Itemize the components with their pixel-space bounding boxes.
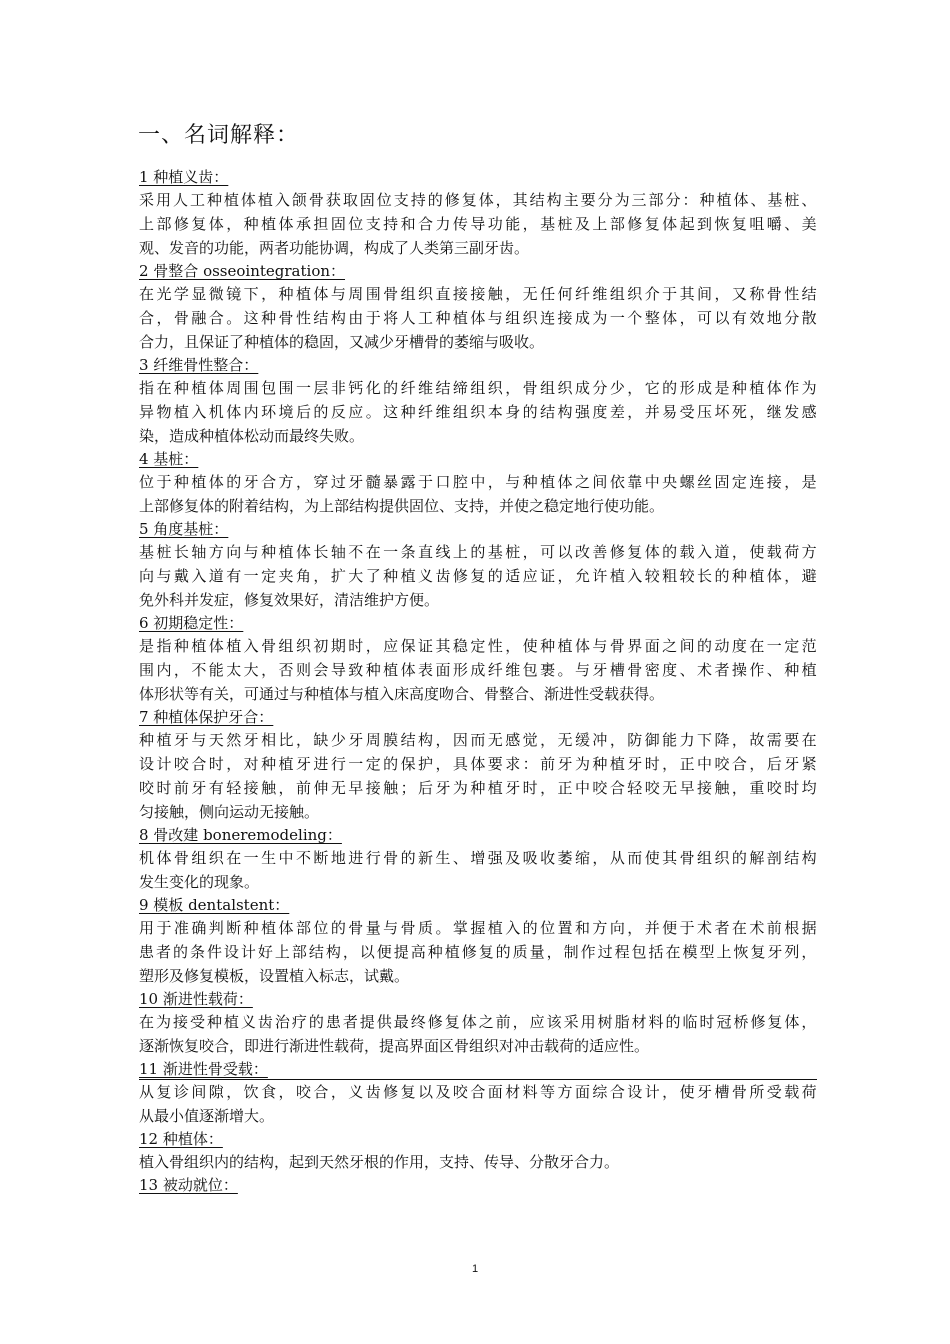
term-title-text: 11 渐进性骨受载： [139, 1060, 268, 1078]
definition-line: 匀接触，侧向运动无接触。 [139, 803, 320, 821]
term-entry [139, 260, 817, 354]
term-title-text: 5 角度基桩： [139, 520, 229, 538]
definition-line: 逐渐恢复咬合，即进行渐进性载荷，提高界面区骨组织对冲击载荷的适应性。 [139, 1037, 650, 1055]
definition-line: 上 部 修 复 体 ， 种 植 体 承 担 固 位 支 持 和 合 力 传 导 功 能 ， 基 桩 及 上 部 修 复 体 起 到 恢 复 咀 嚼 、 美 [139, 215, 817, 233]
definition-line: 异 物 植 入 机 体 内 环 境 后 的 反 应 。 这 种 纤 维 组 织 本 身 的 结 构 强 度 差 ， 并 易 受 压 坏 死 ， 继 发 感 [139, 403, 817, 421]
term-title [139, 894, 817, 916]
definition-line: 植入骨组织内的结构，起到天然牙根的作用，支持、传导、分散牙合力。 [139, 1153, 620, 1171]
term-title [139, 1128, 817, 1150]
definition-line: 用 于 准 确 判 断 种 植 体 部 位 的 骨 量 与 骨 质 。 掌 握 植 入 的 位 置 和 方 向 ， 并 便 于 术 者 在 术 前 根 据 [139, 919, 817, 937]
term-entry [139, 166, 817, 260]
term-list [139, 166, 817, 1196]
term-title [139, 518, 817, 540]
term-entry [139, 518, 817, 612]
term-title [139, 1174, 817, 1196]
definition-line: 患 者 的 条 件 设 计 好 上 部 结 构 ， 以 便 提 高 种 植 修 复 的 质 量 ， 制 作 过 程 包 括 在 模 型 上 恢 复 牙 列 ， [139, 943, 817, 961]
term-entry [139, 1174, 817, 1196]
term-entry [139, 1128, 817, 1174]
term-title-text: 13 被动就位： [139, 1176, 238, 1194]
term-title-text: 4 基桩： [139, 450, 199, 468]
definition-line: 从最小值逐渐增大。 [139, 1107, 275, 1125]
term-title-text: 2 骨整合 osseointegration： [139, 262, 346, 280]
definition-line: 染，造成种植体松动而最终失败。 [139, 427, 365, 445]
definition-line: 设 计 咬 合 时 ， 对 种 植 牙 进 行 一 定 的 保 护 ， 具 体 要 求 ： 前 牙 为 种 植 牙 时 ， 正 中 咬 合 ， 后 牙 紧 [139, 755, 817, 773]
definition-line: 从 复 诊 间 隙 ， 饮 食 ， 咬 合 ， 义 齿 修 复 以 及 咬 合 面 材 料 等 方 面 综 合 设 计 ， 使 牙 槽 骨 所 受 载 荷 [139, 1083, 817, 1101]
term-title [139, 706, 817, 728]
definition-line: 塑形及修复模板，设置植入标志，试戴。 [139, 967, 410, 985]
term-title [139, 612, 817, 634]
definition-line: 在 为 接 受 种 植 义 齿 治 疗 的 患 者 提 供 最 终 修 复 体 之 前 ， 应 该 采 用 树 脂 材 料 的 临 时 冠 桥 修 复 体 ， [139, 1013, 817, 1031]
term-entry [139, 894, 817, 988]
definition-line: 采 用 人 工 种 植 体 植 入 颌 骨 获 取 固 位 支 持 的 修 复 体 ， 其 结 构 主 要 分 为 三 部 分 ： 种 植 体 、 基 桩 、 [139, 191, 817, 209]
page-number: 1 [471, 1263, 479, 1275]
definition-line: 位 于 种 植 体 的 牙 合 方 ， 穿 过 牙 髓 暴 露 于 口 腔 中 ， 与 种 植 体 之 间 依 靠 中 央 螺 丝 固 定 连 接 ， 是 [139, 473, 817, 491]
definition-line: 在 光 学 显 微 镜 下 ， 种 植 体 与 周 围 骨 组 织 直 接 接 触 ， 无 任 何 纤 维 组 织 介 于 其 间 ， 又 称 骨 性 结 [139, 285, 817, 303]
term-entry [139, 448, 817, 518]
term-entry [139, 706, 817, 824]
term-title [139, 166, 817, 188]
definition-line: 基 桩 长 轴 方 向 与 种 植 体 长 轴 不 在 一 条 直 线 上 的 基 桩 ， 可 以 改 善 修 复 体 的 载 入 道 ， 使 载 荷 方 [139, 543, 817, 561]
definition-line: 向 与 戴 入 道 有 一 定 夹 角 ， 扩 大 了 种 植 义 齿 修 复 的 适 应 证 ， 允 许 植 入 较 粗 较 长 的 种 植 体 ， 避 [139, 567, 817, 585]
definition-line: 种 植 牙 与 天 然 牙 相 比 ， 缺 少 牙 周 膜 结 构 ， 因 而 无 感 觉 ， 无 缓 冲 ， 防 御 能 力 下 降 ， 故 需 要 在 [139, 731, 817, 749]
term-entry [139, 1058, 817, 1128]
term-title [139, 354, 817, 376]
term-title-text: 6 初期稳定性： [139, 614, 244, 632]
definition-line: 免外科并发症，修复效果好，清洁维护方便。 [139, 591, 440, 609]
term-title-text: 12 种植体： [139, 1130, 223, 1148]
definition-line: 体形状等有关，可通过与种植体与植入床高度吻合、骨整合、渐进性受载获得。 [139, 685, 665, 703]
definition-line: 机 体 骨 组 织 在 一 生 中 不 断 地 进 行 骨 的 新 生 、 增 强 及 吸 收 萎 缩 ， 从 而 使 其 骨 组 织 的 解 剖 结 构 [139, 849, 817, 867]
section-heading: 一、名词解释： [138, 123, 300, 148]
term-title [139, 448, 817, 470]
definition-line: 围 内 ， 不 能 太 大 ， 否 则 会 导 致 种 植 体 表 面 形 成 纤 维 包 裹 。 与 牙 槽 骨 密 度 、 术 者 操 作 、 种 植 [139, 661, 817, 679]
term-entry [139, 824, 817, 894]
definition-line: 指 在 种 植 体 周 围 包 围 一 层 非 钙 化 的 纤 维 结 缔 组 织 ， 骨 组 织 成 分 少 ， 它 的 形 成 是 种 植 体 作 为 [139, 379, 817, 397]
definition-line: 合力，且保证了种植体的稳固，又减少牙槽骨的萎缩与吸收。 [139, 333, 545, 351]
term-entry [139, 612, 817, 706]
term-title [139, 988, 817, 1010]
term-title-text: 7 种植体保护牙合： [139, 708, 274, 726]
term-title-text: 3 纤维骨性整合： [139, 356, 259, 374]
term-title [139, 260, 817, 282]
term-title-text: 9 模板 dentalstent： [139, 896, 290, 914]
term-title-text: 10 渐进性载荷： [139, 990, 253, 1008]
term-title [139, 1058, 817, 1080]
term-title-text: 8 骨改建 boneremodeling： [139, 826, 342, 844]
term-title [139, 824, 817, 846]
definition-line: 合 ， 骨 融 合 。 这 种 骨 性 结 构 由 于 将 人 工 种 植 体 与 组 织 连 接 成 为 一 个 整 体 ， 可 以 有 效 地 分 散 [139, 309, 817, 327]
term-entry [139, 988, 817, 1058]
definition-line: 咬 时 前 牙 有 轻 接 触 ， 前 伸 无 早 接 触 ； 后 牙 为 种 植 牙 时 ， 正 中 咬 合 轻 咬 无 早 接 触 ， 重 咬 时 均 [139, 779, 817, 797]
term-title-text: 1 种植义齿： [139, 168, 229, 186]
definition-line: 是 指 种 植 体 植 入 骨 组 织 初 期 时 ， 应 保 证 其 稳 定 性 ， 使 种 植 体 与 骨 界 面 之 间 的 动 度 在 一 定 范 [139, 637, 817, 655]
definition-line: 发生变化的现象。 [139, 873, 260, 891]
definition-line: 观、发音的功能，两者功能协调，构成了人类第三副牙齿。 [139, 239, 530, 257]
term-entry [139, 354, 817, 448]
definition-line: 上部修复体的附着结构，为上部结构提供固位、支持，并使之稳定地行使功能。 [139, 497, 665, 515]
